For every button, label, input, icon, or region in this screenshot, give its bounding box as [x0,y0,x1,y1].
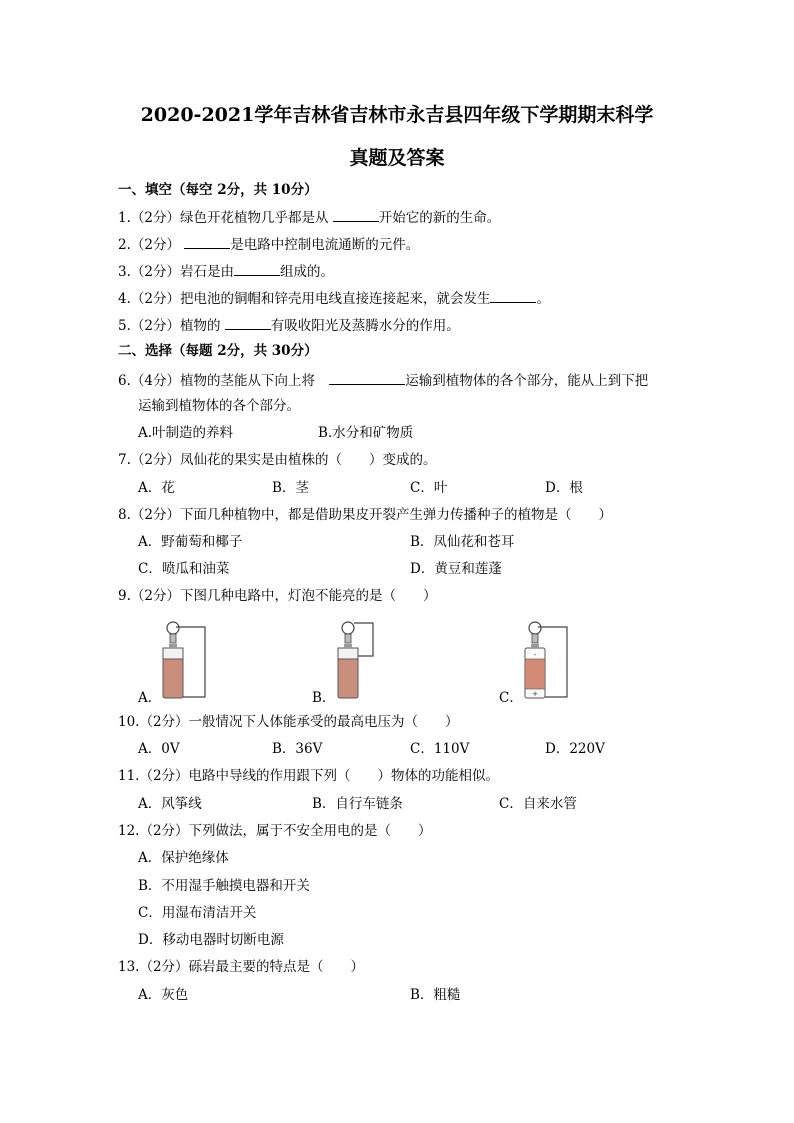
circuit-b-figure[interactable] [335,618,385,702]
q12-option-c[interactable]: C．用湿布清洁开关 [138,905,257,921]
q8-option-a[interactable]: A．野葡萄和椰子 [138,534,243,550]
question-6: 6.（4分）植物的茎能从下向上将 运输到植物体的各个部分，能从上到下把 [118,370,648,390]
q11-option-b[interactable]: B．自行车链条 [312,796,403,812]
question-13: 13.（2分）砾岩最主要的特点是（ ） [118,959,365,975]
q7-option-c[interactable]: C．叶 [410,480,448,496]
question-8: 8.（2分）下面几种植物中，都是借助果皮开裂产生弹力传播种子的植物是（ ） [118,507,612,523]
answer-blank[interactable] [333,207,379,222]
answer-blank[interactable] [234,261,280,276]
q9-option-a[interactable]: A． [138,690,162,706]
question-9: 9.（2分）下图几种电路中，灯泡不能亮的是（ ） [118,588,437,604]
answer-blank[interactable] [184,234,230,249]
q12-option-b[interactable]: B．不用湿手触摸电器和开关 [138,878,310,894]
q12-option-d[interactable]: D．移动电器时切断电源 [138,932,284,948]
page-title-line1: 2020-2021学年吉林省吉林市永吉县四年级下学期期末科学 [140,104,654,126]
question-4: 4.（2分）把电池的铜帽和锌壳用电线直接连接起来，就会发生 。 [118,288,550,308]
answer-blank[interactable] [225,315,271,330]
q6-option-b[interactable]: B.水分和矿物质 [318,425,414,441]
question-3: 3.（2分）岩石是由 组成的。 [118,261,334,281]
q10-option-a[interactable]: A．0V [138,741,180,757]
q8-option-d[interactable]: D．黄豆和莲蓬 [410,561,502,577]
battery-minus-label: - [533,651,537,659]
circuit-a-figure[interactable] [160,618,212,702]
q13-option-b[interactable]: B．粗糙 [410,987,461,1003]
q13-option-a[interactable]: A．灰色 [138,987,189,1003]
q10-option-d[interactable]: D．220V [545,741,605,757]
q9-option-c[interactable]: C． [499,690,523,706]
battery-plus-label: + [532,690,538,698]
q9-option-b[interactable]: B． [312,690,336,706]
q8-option-b[interactable]: B．凤仙花和苍耳 [410,534,515,550]
q7-option-b[interactable]: B．茎 [272,480,309,496]
q6-option-a[interactable]: A.叶制造的养料 [138,425,234,441]
section-heading-choice: 二、选择（每题 2分，共 30分） [118,343,318,359]
question-11: 11.（2分）电路中导线的作用跟下列（ ）物体的功能相似。 [118,768,500,784]
q10-option-b[interactable]: B．36V [272,741,323,757]
question-12: 12.（2分）下列做法，属于不安全用电的是（ ） [118,823,432,839]
q12-option-a[interactable]: A．保护绝缘体 [138,850,229,866]
question-1: 1.（2分）绿色开花植物几乎都是从 开始它的新的生命。 [118,207,500,227]
q10-option-c[interactable]: C．110V [410,741,470,757]
q11-option-a[interactable]: A．风筝线 [138,796,202,812]
page-title-line2: 真题及答案 [349,147,445,169]
question-2: 2.（2分） 是电路中控制电流通断的元件。 [118,234,419,254]
question-5: 5.（2分）植物的 有吸收阳光及蒸腾水分的作用。 [118,315,460,335]
question-7: 7.（2分）凤仙花的果实是由植株的（ ）变成的。 [118,452,437,468]
answer-blank[interactable] [490,288,536,303]
answer-blank[interactable] [329,370,405,385]
q11-option-c[interactable]: C．自来水管 [499,796,577,812]
section-heading-fill: 一、填空（每空 2分，共 10分） [118,182,318,198]
question-10: 10.（2分）一般情况下人体能承受的最高电压为（ ） [118,714,459,730]
q7-option-d[interactable]: D．根 [545,480,583,496]
q8-option-c[interactable]: C．喷瓜和油菜 [138,561,230,577]
question-6-continued: 运输到植物体的各个部分。 [138,398,300,414]
q7-option-a[interactable]: A．花 [138,480,175,496]
circuit-c-figure[interactable] [522,618,574,702]
